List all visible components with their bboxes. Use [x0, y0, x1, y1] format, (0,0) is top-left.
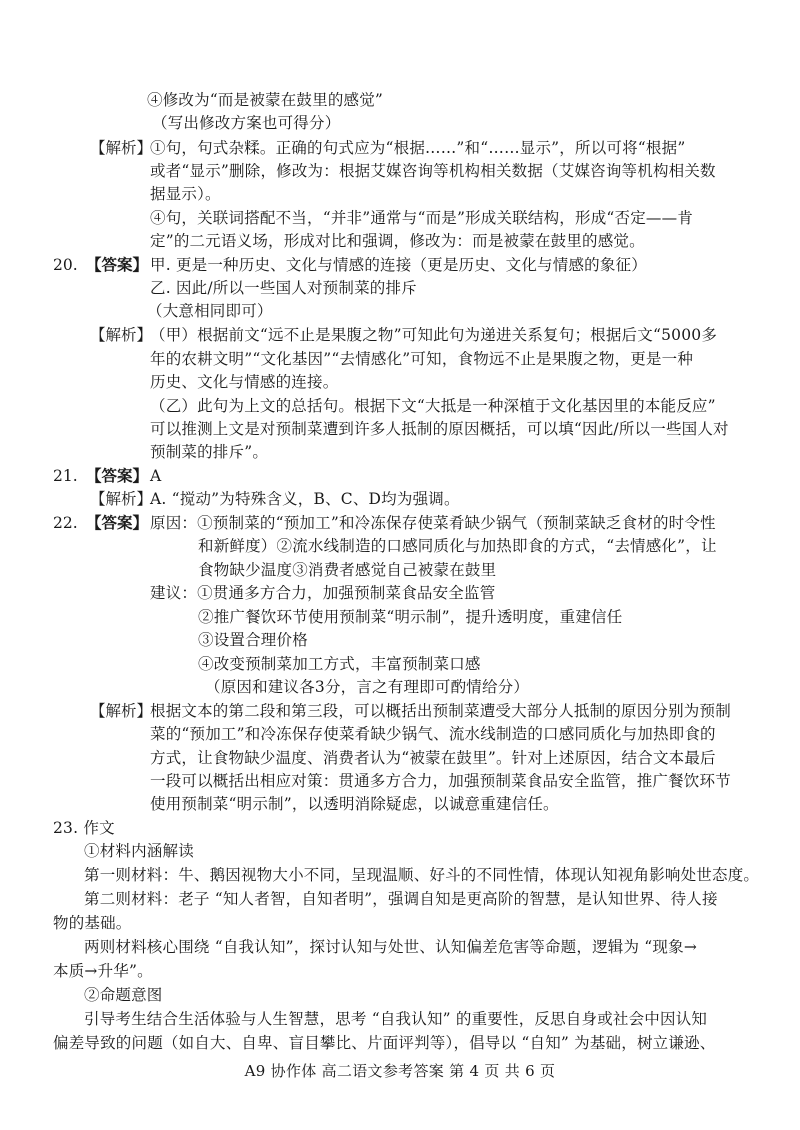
answer-line: （大意相同即可） [147, 302, 273, 320]
answer-line: 甲. 更是一种历史、文化与情感的连接（更是历史、文化与情感的象征） [150, 256, 647, 274]
answer-line: 原因：①预制菜的“预加工”和冷冻保存使菜肴缺少锅气（预制菜缺乏食材的时令性 [150, 514, 716, 532]
analysis-line: 使用预制菜“明示制”，以透明消除疑虑，以诚意重建信任。 [150, 795, 559, 813]
analysis-line: ①句，句式杂糅。正确的句式应为“根据……”和“……显示”，所以可将“根据” [150, 139, 686, 157]
answer-line: ④改变预制菜加工方式，丰富预制菜口感 [198, 655, 481, 673]
question-number: 22. [53, 514, 78, 532]
answer-line: A [150, 467, 162, 485]
analysis-line: ④句，关联词搭配不当，“并非”通常与“而是”形成关联结构，形成“否定——肯 [150, 209, 694, 227]
answer-line: （原因和建议各3分，言之有理即可酌情给分） [205, 678, 530, 696]
analysis-line: 据显示）。 [150, 185, 221, 203]
answer-line: 建议：①贯通多方合力，加强预制菜食品安全监管 [150, 584, 496, 602]
analysis-line: 预制菜的排斥”。 [150, 443, 269, 461]
essay-line: 本质→升华”。 [53, 962, 153, 980]
analysis-label: 【解析】 [90, 326, 153, 344]
analysis-line: 根据文本的第二段和第三段，可以概括出预制菜遭受大部分人抵制的原因分别为预制 [150, 702, 731, 720]
answer-label: 【答案】 [86, 513, 149, 532]
answer-line: （写出修改方案也可得分） [152, 114, 341, 132]
analysis-line: 方式，让食物缺少温度、消费者认为“被蒙在鼓里”。针对上述原因，结合文本最后 [150, 749, 716, 767]
analysis-line: 可以推测上文是对预制菜遭到许多人抵制的原因概括，可以填“因此/所以一些国人对 [150, 420, 729, 438]
question-number: 21. [53, 467, 78, 485]
analysis-line: 菜的“预加工”和冷冻保存使菜肴缺少锅气、流水线制造的口感同质化与加热即食的 [150, 725, 716, 743]
essay-line: 第二则材料：老子 “知人者智，自知者明”，强调自知是更高阶的智慧，是认知世界、待人接 [84, 890, 718, 908]
essay-line: 第一则材料：牛、鹅因视物大小不同，呈现温顺、好斗的不同性情，体现认知视角影响处世态度。 [84, 866, 760, 884]
answer-line: 食物缺少温度③消费者感觉自己被蒙在鼓里 [198, 561, 497, 579]
essay-line: ②命题意图 [84, 986, 163, 1004]
analysis-line: 年的农耕文明”“文化基因”“去情感化”可知，食物远不止是果腹之物，更是一种 [150, 350, 694, 368]
analysis-line: 一段可以概括出相应对策：贯通多方合力，加强预制菜食品安全监管，推广餐饮环节 [150, 772, 731, 790]
analysis-line: 或者“显示”删除，修改为：根据艾媒咨询等机构相关数据（艾媒咨询等机构相关数 [150, 162, 716, 180]
analysis-line: （甲）根据前文“远不止是果腹之物”可知此句为递进关系复句；根据后文“5000多 [150, 326, 718, 344]
answer-line: ③设置合理价格 [198, 631, 308, 649]
analysis-line: （乙）此句为上文的总括句。根据下文“大抵是一种深植于文化基因里的本能反应” [150, 397, 716, 415]
analysis-line: 定”的二元语义场，形成对比和强调，修改为：而是被蒙在鼓里的感觉。 [150, 232, 645, 250]
analysis-line: A. “搅动”为特殊含义，B、C、D均为强调。 [150, 490, 460, 508]
answer-line: 乙. 因此/所以一些国人对预制菜的排斥 [150, 279, 417, 297]
answer-line: 和新鲜度）②流水线制造的口感同质化与加热即食的方式，“去情感化”，让 [198, 537, 717, 555]
answer-line: ②推广餐饮环节使用预制菜“明示制”，提升透明度，重建信任 [198, 608, 623, 626]
question-heading: 23. 作文 [53, 819, 115, 837]
answer-label: 【答案】 [86, 466, 149, 485]
analysis-label: 【解析】 [90, 490, 153, 508]
answer-label: 【答案】 [86, 255, 149, 274]
analysis-label: 【解析】 [90, 702, 153, 720]
answer-line: ④修改为“而是被蒙在鼓里的感觉” [147, 91, 384, 109]
essay-line: 偏差导致的问题（如自大、自卑、盲目攀比、片面评判等），倡导以 “自知” 为基础，树立谦逊、 [53, 1034, 716, 1052]
essay-line: 引导考生结合生活体验与人生智慧，思考 “自我认知” 的重要性，反思自身或社会中因认知 [84, 1010, 708, 1028]
question-number: 20. [53, 256, 78, 274]
essay-line: ①材料内涵解读 [84, 842, 194, 860]
essay-line: 物的基础。 [53, 914, 132, 932]
page-footer: A9 协作体 高二语文参考答案 第 4 页 共 6 页 [244, 1062, 556, 1080]
analysis-line: 历史、文化与情感的连接。 [150, 373, 339, 391]
essay-line: 两则材料核心围绕 “自我认知”，探讨认知与处世、认知偏差危害等命题，逻辑为 “现象→ [84, 938, 698, 956]
analysis-label: 【解析】 [90, 139, 153, 157]
